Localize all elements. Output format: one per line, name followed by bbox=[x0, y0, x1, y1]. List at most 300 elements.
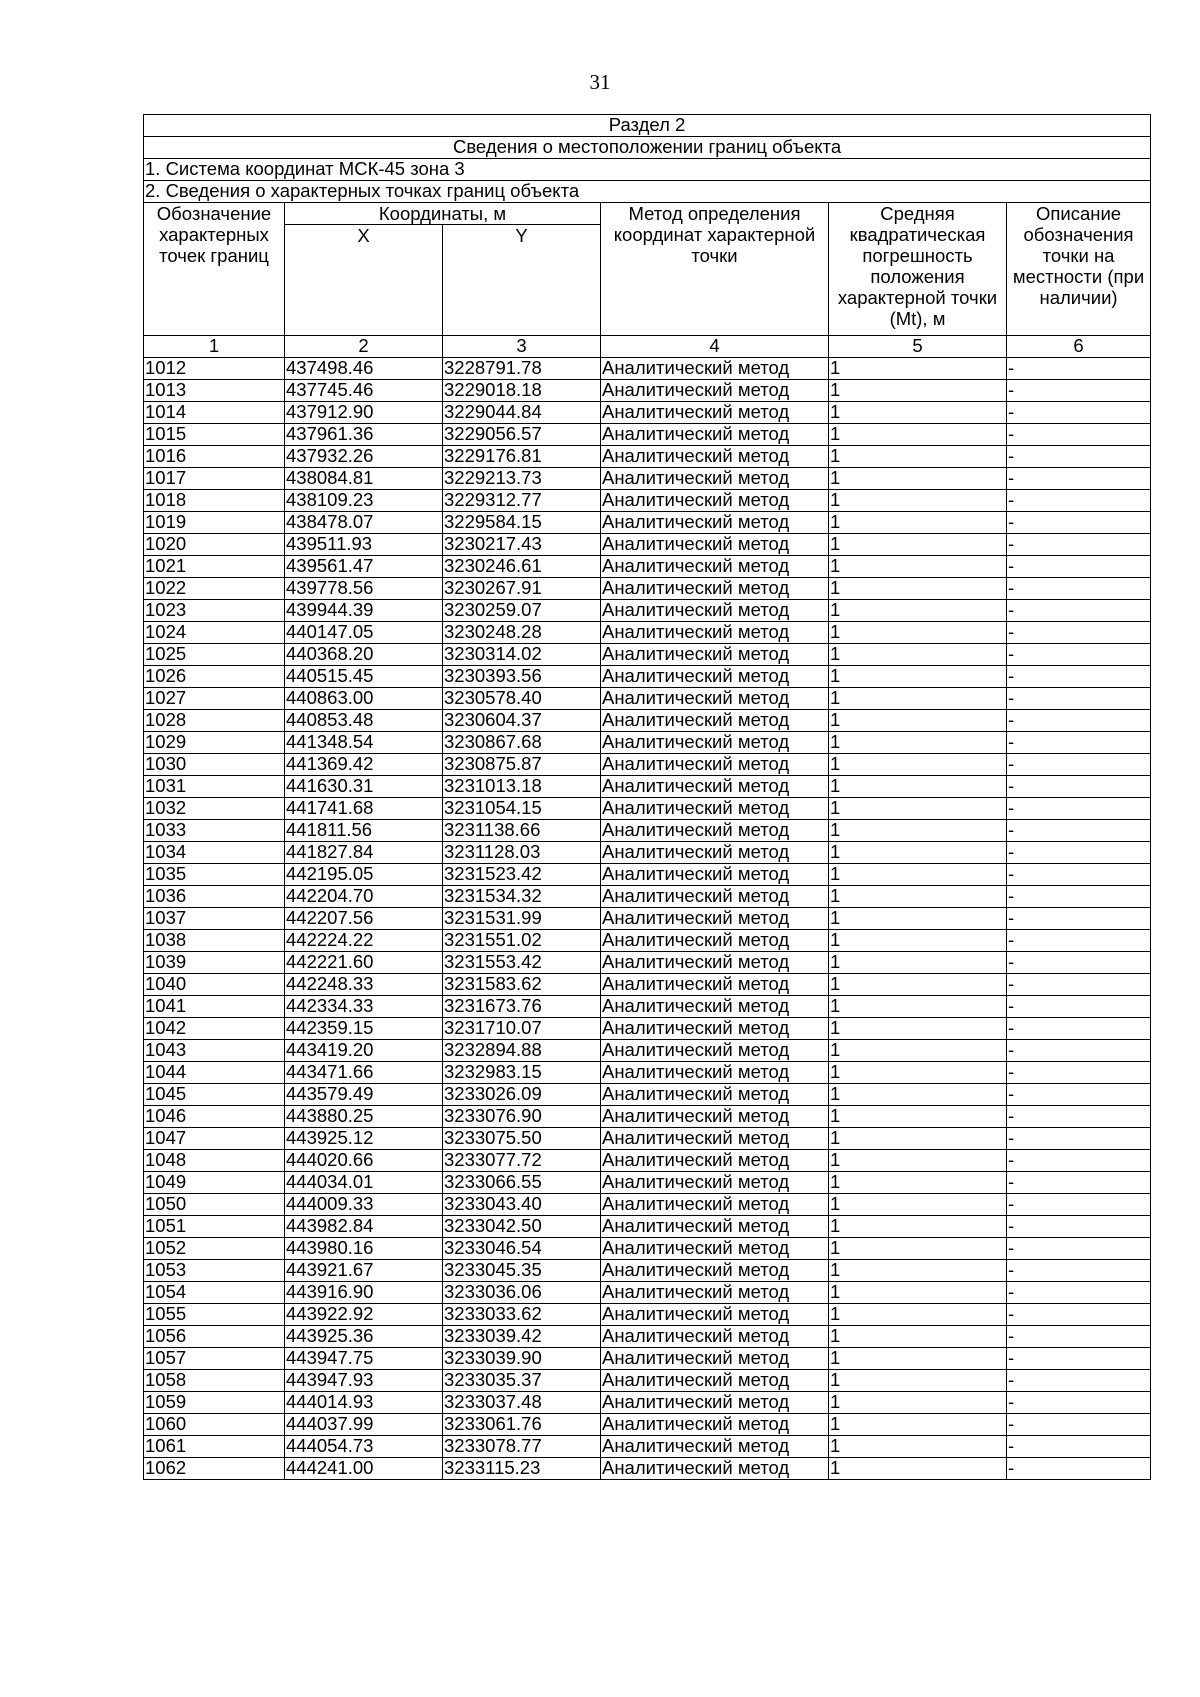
table-row bbox=[144, 842, 1151, 864]
description-cell: - bbox=[1007, 1458, 1151, 1480]
header-y: Y bbox=[443, 225, 601, 336]
description-cell: - bbox=[1007, 908, 1151, 930]
error-cell: 1 bbox=[829, 534, 1007, 556]
point-id-cell: 1015 bbox=[144, 424, 285, 446]
table-row bbox=[144, 424, 1151, 446]
error-cell: 1 bbox=[829, 996, 1007, 1018]
error-cell: 1 bbox=[829, 1018, 1007, 1040]
method-cell: Аналитический метод bbox=[601, 1326, 829, 1348]
point-id-cell: 1016 bbox=[144, 446, 285, 468]
x-coord-cell: 439944.39 bbox=[285, 600, 443, 622]
point-id-cell: 1023 bbox=[144, 600, 285, 622]
table-row bbox=[144, 1106, 1151, 1128]
x-coord-cell: 439778.56 bbox=[285, 578, 443, 600]
error-cell: 1 bbox=[829, 1392, 1007, 1414]
method-cell: Аналитический метод bbox=[601, 1194, 829, 1216]
description-cell: - bbox=[1007, 1238, 1151, 1260]
point-id-cell: 1027 bbox=[144, 688, 285, 710]
error-cell: 1 bbox=[829, 864, 1007, 886]
y-coord-cell: 3233115.23 bbox=[443, 1458, 601, 1480]
method-cell: Аналитический метод bbox=[601, 930, 829, 952]
column-number-row bbox=[144, 336, 1151, 358]
method-cell: Аналитический метод bbox=[601, 600, 829, 622]
x-coord-cell: 444020.66 bbox=[285, 1150, 443, 1172]
section-subtitle: Сведения о местоположении границ объекта bbox=[144, 137, 1151, 159]
y-coord-cell: 3233039.42 bbox=[443, 1326, 601, 1348]
x-coord-cell: 443921.67 bbox=[285, 1260, 443, 1282]
boundary-points-table bbox=[143, 114, 1151, 1480]
description-cell: - bbox=[1007, 358, 1151, 380]
description-cell: - bbox=[1007, 996, 1151, 1018]
description-cell: - bbox=[1007, 798, 1151, 820]
description-cell: - bbox=[1007, 1084, 1151, 1106]
x-coord-cell: 437932.26 bbox=[285, 446, 443, 468]
description-cell: - bbox=[1007, 1370, 1151, 1392]
point-id-cell: 1044 bbox=[144, 1062, 285, 1084]
error-cell: 1 bbox=[829, 1326, 1007, 1348]
point-id-cell: 1059 bbox=[144, 1392, 285, 1414]
y-coord-cell: 3230604.37 bbox=[443, 710, 601, 732]
point-id-cell: 1018 bbox=[144, 490, 285, 512]
point-id-cell: 1033 bbox=[144, 820, 285, 842]
description-cell: - bbox=[1007, 710, 1151, 732]
method-cell: Аналитический метод bbox=[601, 1040, 829, 1062]
point-id-cell: 1038 bbox=[144, 930, 285, 952]
table-row bbox=[144, 1018, 1151, 1040]
coord-system-line: 1. Система координат МСК-45 зона 3 bbox=[144, 159, 1151, 181]
method-cell: Аналитический метод bbox=[601, 1106, 829, 1128]
y-coord-cell: 3231583.62 bbox=[443, 974, 601, 996]
y-coord-cell: 3233039.90 bbox=[443, 1348, 601, 1370]
table-row bbox=[144, 1172, 1151, 1194]
table-row bbox=[144, 1128, 1151, 1150]
table-row bbox=[144, 710, 1151, 732]
error-cell: 1 bbox=[829, 1304, 1007, 1326]
table-row bbox=[144, 1194, 1151, 1216]
error-cell: 1 bbox=[829, 886, 1007, 908]
table-row bbox=[144, 644, 1151, 666]
x-coord-cell: 442359.15 bbox=[285, 1018, 443, 1040]
method-cell: Аналитический метод bbox=[601, 358, 829, 380]
y-coord-cell: 3231531.99 bbox=[443, 908, 601, 930]
method-cell: Аналитический метод bbox=[601, 446, 829, 468]
y-coord-cell: 3230578.40 bbox=[443, 688, 601, 710]
description-cell: - bbox=[1007, 556, 1151, 578]
error-cell: 1 bbox=[829, 424, 1007, 446]
column-number: 2 bbox=[285, 336, 443, 358]
y-coord-cell: 3229176.81 bbox=[443, 446, 601, 468]
y-coord-cell: 3232894.88 bbox=[443, 1040, 601, 1062]
header-designation: Обозначение характерных точек границ bbox=[144, 203, 285, 336]
y-coord-cell: 3229584.15 bbox=[443, 512, 601, 534]
method-cell: Аналитический метод bbox=[601, 380, 829, 402]
y-coord-cell: 3233036.06 bbox=[443, 1282, 601, 1304]
error-cell: 1 bbox=[829, 600, 1007, 622]
error-cell: 1 bbox=[829, 512, 1007, 534]
error-cell: 1 bbox=[829, 402, 1007, 424]
table-row bbox=[144, 952, 1151, 974]
method-cell: Аналитический метод bbox=[601, 1370, 829, 1392]
description-cell: - bbox=[1007, 732, 1151, 754]
table-row bbox=[144, 1150, 1151, 1172]
method-cell: Аналитический метод bbox=[601, 732, 829, 754]
y-coord-cell: 3230217.43 bbox=[443, 534, 601, 556]
description-cell: - bbox=[1007, 688, 1151, 710]
table-row bbox=[144, 578, 1151, 600]
description-cell: - bbox=[1007, 1150, 1151, 1172]
point-id-cell: 1020 bbox=[144, 534, 285, 556]
error-cell: 1 bbox=[829, 1238, 1007, 1260]
header-coordinates: Координаты, м bbox=[285, 203, 601, 225]
y-coord-cell: 3230248.28 bbox=[443, 622, 601, 644]
table-row bbox=[144, 402, 1151, 424]
method-cell: Аналитический метод bbox=[601, 622, 829, 644]
description-cell: - bbox=[1007, 578, 1151, 600]
point-id-cell: 1028 bbox=[144, 710, 285, 732]
table-row bbox=[144, 380, 1151, 402]
error-cell: 1 bbox=[829, 1436, 1007, 1458]
description-cell: - bbox=[1007, 1216, 1151, 1238]
error-cell: 1 bbox=[829, 1216, 1007, 1238]
point-id-cell: 1019 bbox=[144, 512, 285, 534]
error-cell: 1 bbox=[829, 1106, 1007, 1128]
error-cell: 1 bbox=[829, 1282, 1007, 1304]
point-id-cell: 1060 bbox=[144, 1414, 285, 1436]
description-cell: - bbox=[1007, 1172, 1151, 1194]
x-coord-cell: 444034.01 bbox=[285, 1172, 443, 1194]
description-cell: - bbox=[1007, 1062, 1151, 1084]
error-cell: 1 bbox=[829, 798, 1007, 820]
error-cell: 1 bbox=[829, 842, 1007, 864]
method-cell: Аналитический метод bbox=[601, 1304, 829, 1326]
table-row bbox=[144, 1062, 1151, 1084]
point-id-cell: 1040 bbox=[144, 974, 285, 996]
description-cell: - bbox=[1007, 490, 1151, 512]
table-row bbox=[144, 864, 1151, 886]
error-cell: 1 bbox=[829, 974, 1007, 996]
x-coord-cell: 443922.92 bbox=[285, 1304, 443, 1326]
y-coord-cell: 3232983.15 bbox=[443, 1062, 601, 1084]
table-row bbox=[144, 1348, 1151, 1370]
method-cell: Аналитический метод bbox=[601, 1392, 829, 1414]
y-coord-cell: 3230267.91 bbox=[443, 578, 601, 600]
y-coord-cell: 3230875.87 bbox=[443, 754, 601, 776]
error-cell: 1 bbox=[829, 908, 1007, 930]
description-cell: - bbox=[1007, 1392, 1151, 1414]
y-coord-cell: 3228791.78 bbox=[443, 358, 601, 380]
error-cell: 1 bbox=[829, 1084, 1007, 1106]
points-heading: 2. Сведения о характерных точках границ объекта bbox=[144, 181, 1151, 203]
error-cell: 1 bbox=[829, 358, 1007, 380]
x-coord-cell: 442195.05 bbox=[285, 864, 443, 886]
point-id-cell: 1024 bbox=[144, 622, 285, 644]
point-id-cell: 1026 bbox=[144, 666, 285, 688]
x-coord-cell: 438478.07 bbox=[285, 512, 443, 534]
method-cell: Аналитический метод bbox=[601, 402, 829, 424]
method-cell: Аналитический метод bbox=[601, 1260, 829, 1282]
y-coord-cell: 3230259.07 bbox=[443, 600, 601, 622]
method-cell: Аналитический метод bbox=[601, 688, 829, 710]
point-id-cell: 1058 bbox=[144, 1370, 285, 1392]
x-coord-cell: 442334.33 bbox=[285, 996, 443, 1018]
y-coord-cell: 3233037.48 bbox=[443, 1392, 601, 1414]
x-coord-cell: 443982.84 bbox=[285, 1216, 443, 1238]
y-coord-cell: 3231553.42 bbox=[443, 952, 601, 974]
method-cell: Аналитический метод bbox=[601, 468, 829, 490]
x-coord-cell: 444037.99 bbox=[285, 1414, 443, 1436]
description-cell: - bbox=[1007, 1436, 1151, 1458]
method-cell: Аналитический метод bbox=[601, 644, 829, 666]
page-number: 31 bbox=[589, 70, 611, 94]
y-coord-cell: 3233075.50 bbox=[443, 1128, 601, 1150]
x-coord-cell: 441630.31 bbox=[285, 776, 443, 798]
column-number: 1 bbox=[144, 336, 285, 358]
error-cell: 1 bbox=[829, 468, 1007, 490]
method-cell: Аналитический метод bbox=[601, 798, 829, 820]
x-coord-cell: 441741.68 bbox=[285, 798, 443, 820]
table-row bbox=[144, 908, 1151, 930]
x-coord-cell: 437498.46 bbox=[285, 358, 443, 380]
description-cell: - bbox=[1007, 600, 1151, 622]
error-cell: 1 bbox=[829, 666, 1007, 688]
method-cell: Аналитический метод bbox=[601, 1084, 829, 1106]
table-row bbox=[144, 732, 1151, 754]
error-cell: 1 bbox=[829, 644, 1007, 666]
table-row bbox=[144, 974, 1151, 996]
header-description: Описание обозначения точки на местности (при наличии) bbox=[1007, 203, 1151, 336]
table-row bbox=[144, 930, 1151, 952]
x-coord-cell: 444054.73 bbox=[285, 1436, 443, 1458]
error-cell: 1 bbox=[829, 1370, 1007, 1392]
error-cell: 1 bbox=[829, 1172, 1007, 1194]
y-coord-cell: 3233066.55 bbox=[443, 1172, 601, 1194]
error-cell: 1 bbox=[829, 820, 1007, 842]
method-cell: Аналитический метод bbox=[601, 578, 829, 600]
table-row bbox=[144, 798, 1151, 820]
method-cell: Аналитический метод bbox=[601, 886, 829, 908]
point-id-cell: 1054 bbox=[144, 1282, 285, 1304]
error-cell: 1 bbox=[829, 578, 1007, 600]
column-number: 5 bbox=[829, 336, 1007, 358]
description-cell: - bbox=[1007, 1282, 1151, 1304]
method-cell: Аналитический метод bbox=[601, 1018, 829, 1040]
x-coord-cell: 437961.36 bbox=[285, 424, 443, 446]
error-cell: 1 bbox=[829, 1194, 1007, 1216]
description-cell: - bbox=[1007, 622, 1151, 644]
table-row bbox=[144, 666, 1151, 688]
description-cell: - bbox=[1007, 1018, 1151, 1040]
column-number: 6 bbox=[1007, 336, 1151, 358]
point-id-cell: 1021 bbox=[144, 556, 285, 578]
error-cell: 1 bbox=[829, 622, 1007, 644]
y-coord-cell: 3229312.77 bbox=[443, 490, 601, 512]
x-coord-cell: 442204.70 bbox=[285, 886, 443, 908]
point-id-cell: 1036 bbox=[144, 886, 285, 908]
method-cell: Аналитический метод bbox=[601, 710, 829, 732]
point-id-cell: 1061 bbox=[144, 1436, 285, 1458]
x-coord-cell: 442207.56 bbox=[285, 908, 443, 930]
y-coord-cell: 3231673.76 bbox=[443, 996, 601, 1018]
description-cell: - bbox=[1007, 930, 1151, 952]
description-cell: - bbox=[1007, 1194, 1151, 1216]
x-coord-cell: 439561.47 bbox=[285, 556, 443, 578]
y-coord-cell: 3233076.90 bbox=[443, 1106, 601, 1128]
error-cell: 1 bbox=[829, 688, 1007, 710]
table-row bbox=[144, 490, 1151, 512]
point-id-cell: 1051 bbox=[144, 1216, 285, 1238]
y-coord-cell: 3233026.09 bbox=[443, 1084, 601, 1106]
table-row bbox=[144, 886, 1151, 908]
point-id-cell: 1013 bbox=[144, 380, 285, 402]
point-id-cell: 1041 bbox=[144, 996, 285, 1018]
description-cell: - bbox=[1007, 1106, 1151, 1128]
table-row bbox=[144, 1216, 1151, 1238]
point-id-cell: 1052 bbox=[144, 1238, 285, 1260]
error-cell: 1 bbox=[829, 380, 1007, 402]
table-row bbox=[144, 1392, 1151, 1414]
table-row bbox=[144, 534, 1151, 556]
point-id-cell: 1035 bbox=[144, 864, 285, 886]
error-cell: 1 bbox=[829, 1260, 1007, 1282]
x-coord-cell: 440147.05 bbox=[285, 622, 443, 644]
method-cell: Аналитический метод bbox=[601, 974, 829, 996]
x-coord-cell: 441827.84 bbox=[285, 842, 443, 864]
x-coord-cell: 443947.93 bbox=[285, 1370, 443, 1392]
table-row bbox=[144, 1414, 1151, 1436]
description-cell: - bbox=[1007, 402, 1151, 424]
point-id-cell: 1047 bbox=[144, 1128, 285, 1150]
table-row bbox=[144, 776, 1151, 798]
description-cell: - bbox=[1007, 1348, 1151, 1370]
method-cell: Аналитический метод bbox=[601, 1062, 829, 1084]
description-cell: - bbox=[1007, 886, 1151, 908]
description-cell: - bbox=[1007, 820, 1151, 842]
method-cell: Аналитический метод bbox=[601, 754, 829, 776]
y-coord-cell: 3233077.72 bbox=[443, 1150, 601, 1172]
point-id-cell: 1037 bbox=[144, 908, 285, 930]
y-coord-cell: 3233046.54 bbox=[443, 1238, 601, 1260]
y-coord-cell: 3230246.61 bbox=[443, 556, 601, 578]
method-cell: Аналитический метод bbox=[601, 1458, 829, 1480]
description-cell: - bbox=[1007, 644, 1151, 666]
method-cell: Аналитический метод bbox=[601, 864, 829, 886]
table-row bbox=[144, 556, 1151, 578]
point-id-cell: 1034 bbox=[144, 842, 285, 864]
method-cell: Аналитический метод bbox=[601, 1282, 829, 1304]
method-cell: Аналитический метод bbox=[601, 1414, 829, 1436]
point-id-cell: 1031 bbox=[144, 776, 285, 798]
point-id-cell: 1048 bbox=[144, 1150, 285, 1172]
x-coord-cell: 443880.25 bbox=[285, 1106, 443, 1128]
y-coord-cell: 3229213.73 bbox=[443, 468, 601, 490]
x-coord-cell: 443980.16 bbox=[285, 1238, 443, 1260]
y-coord-cell: 3233078.77 bbox=[443, 1436, 601, 1458]
error-cell: 1 bbox=[829, 710, 1007, 732]
error-cell: 1 bbox=[829, 952, 1007, 974]
table-row bbox=[144, 1458, 1151, 1480]
x-coord-cell: 442224.22 bbox=[285, 930, 443, 952]
point-id-cell: 1062 bbox=[144, 1458, 285, 1480]
description-cell: - bbox=[1007, 1304, 1151, 1326]
method-cell: Аналитический метод bbox=[601, 776, 829, 798]
y-coord-cell: 3233045.35 bbox=[443, 1260, 601, 1282]
y-coord-cell: 3233035.37 bbox=[443, 1370, 601, 1392]
description-cell: - bbox=[1007, 1128, 1151, 1150]
description-cell: - bbox=[1007, 974, 1151, 996]
y-coord-cell: 3229056.57 bbox=[443, 424, 601, 446]
x-coord-cell: 443916.90 bbox=[285, 1282, 443, 1304]
error-cell: 1 bbox=[829, 1414, 1007, 1436]
y-coord-cell: 3231128.03 bbox=[443, 842, 601, 864]
y-coord-cell: 3231710.07 bbox=[443, 1018, 601, 1040]
table-row bbox=[144, 1304, 1151, 1326]
method-cell: Аналитический метод bbox=[601, 996, 829, 1018]
description-cell: - bbox=[1007, 864, 1151, 886]
table-row bbox=[144, 1326, 1151, 1348]
y-coord-cell: 3229044.84 bbox=[443, 402, 601, 424]
x-coord-cell: 444009.33 bbox=[285, 1194, 443, 1216]
description-cell: - bbox=[1007, 754, 1151, 776]
point-id-cell: 1032 bbox=[144, 798, 285, 820]
table-row bbox=[144, 468, 1151, 490]
x-coord-cell: 437912.90 bbox=[285, 402, 443, 424]
table-row bbox=[144, 600, 1151, 622]
y-coord-cell: 3230867.68 bbox=[443, 732, 601, 754]
column-number: 3 bbox=[443, 336, 601, 358]
x-coord-cell: 443419.20 bbox=[285, 1040, 443, 1062]
y-coord-cell: 3233061.76 bbox=[443, 1414, 601, 1436]
table-row bbox=[144, 622, 1151, 644]
description-cell: - bbox=[1007, 1326, 1151, 1348]
method-cell: Аналитический метод bbox=[601, 534, 829, 556]
point-id-cell: 1056 bbox=[144, 1326, 285, 1348]
error-cell: 1 bbox=[829, 556, 1007, 578]
table-row bbox=[144, 1436, 1151, 1458]
point-id-cell: 1029 bbox=[144, 732, 285, 754]
table-row bbox=[144, 754, 1151, 776]
header-method: Метод определения координат характерной точки bbox=[601, 203, 829, 336]
method-cell: Аналитический метод bbox=[601, 490, 829, 512]
table-row bbox=[144, 1238, 1151, 1260]
description-cell: - bbox=[1007, 842, 1151, 864]
method-cell: Аналитический метод bbox=[601, 666, 829, 688]
point-id-cell: 1043 bbox=[144, 1040, 285, 1062]
y-coord-cell: 3233033.62 bbox=[443, 1304, 601, 1326]
y-coord-cell: 3230393.56 bbox=[443, 666, 601, 688]
table-row bbox=[144, 996, 1151, 1018]
table-row bbox=[144, 1370, 1151, 1392]
x-coord-cell: 443471.66 bbox=[285, 1062, 443, 1084]
y-coord-cell: 3231013.18 bbox=[443, 776, 601, 798]
method-cell: Аналитический метод bbox=[601, 1238, 829, 1260]
method-cell: Аналитический метод bbox=[601, 556, 829, 578]
header-error: Средняя квадратическая погрешность положения характерной точки (Mt), м bbox=[829, 203, 1007, 336]
error-cell: 1 bbox=[829, 754, 1007, 776]
y-coord-cell: 3231138.66 bbox=[443, 820, 601, 842]
error-cell: 1 bbox=[829, 732, 1007, 754]
x-coord-cell: 441348.54 bbox=[285, 732, 443, 754]
x-coord-cell: 438109.23 bbox=[285, 490, 443, 512]
point-id-cell: 1039 bbox=[144, 952, 285, 974]
y-coord-cell: 3231523.42 bbox=[443, 864, 601, 886]
x-coord-cell: 442221.60 bbox=[285, 952, 443, 974]
y-coord-cell: 3231054.15 bbox=[443, 798, 601, 820]
y-coord-cell: 3233042.50 bbox=[443, 1216, 601, 1238]
error-cell: 1 bbox=[829, 490, 1007, 512]
description-cell: - bbox=[1007, 776, 1151, 798]
description-cell: - bbox=[1007, 1040, 1151, 1062]
error-cell: 1 bbox=[829, 1458, 1007, 1480]
